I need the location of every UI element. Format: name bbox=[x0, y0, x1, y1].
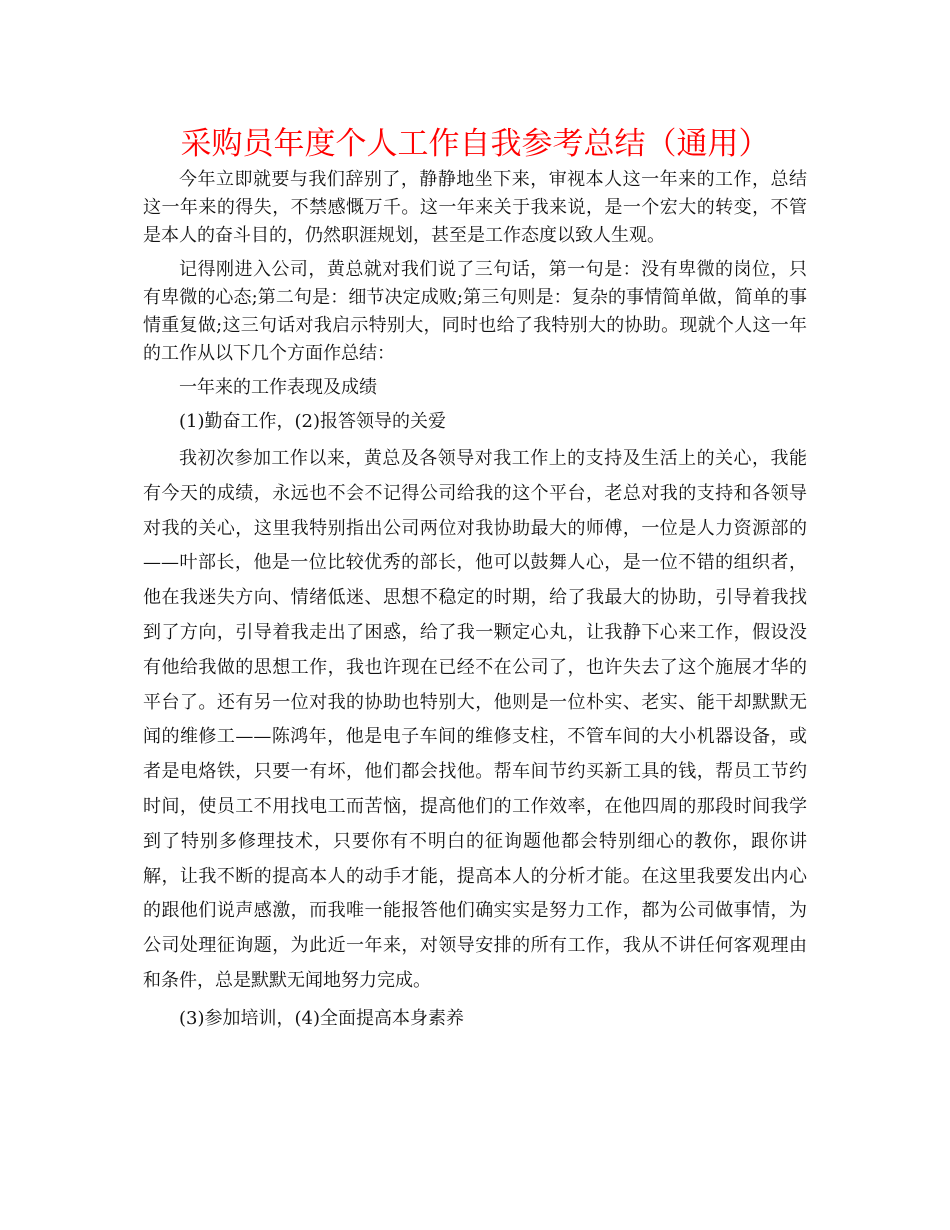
paragraph-intro: 今年立即就要与我们辞别了，静静地坐下来，审视本人这一年来的工作，总结这一年来的得失，不禁感慨万千。这一年来关于我来说，是一个宏大的转变，不管是本人的奋斗目的，仍然职涯规划，甚至是工作态度以致人生观。 bbox=[143, 169, 807, 246]
document-body bbox=[143, 166, 807, 1039]
subheading-diligent-work: (1)勤奋工作，(2)报答领导的关爱 bbox=[179, 411, 446, 432]
document-title: 采购员年度个人工作自我参考总结（通用） bbox=[180, 126, 770, 162]
section-heading-performance: 一年来的工作表现及成绩 bbox=[179, 377, 377, 398]
paragraph-three-sentences: 记得刚进入公司，黄总就对我们说了三句话，第一句是：没有卑微的岗位，只有卑微的心态;第二句是：细节决定成败;第三句则是：复杂的事情简单做，简单的事情重复做;这三句话对我启示特别大，同时也给了我特别大的协助。现就个人这一年的工作从以下几个方面作总结： bbox=[143, 259, 807, 364]
subheading-training: (3)参加培训，(4)全面提高本身素养 bbox=[179, 1007, 464, 1029]
paragraph-mentors: 我初次参加工作以来，黄总及各领导对我工作上的支持及生活上的关心，我能有今天的成绩，永远也不会不记得公司给我的这个平台，老总对我的支持和各领导对我的关心，这里我特别指出公司两位对我协助最大的师傅，一位是人力资源部的——叶部长，他是一位比较优秀的部长，他可以鼓舞人心，是一位不错的组织者，他在我迷失方向、情绪低迷、思想不稳定的时期，给了我最大的协助，引导着我找到了方向，引导着我走出了困惑，给了我一颗定心丸，让我静下心来工作，假设没有他给我做的思想工作，我也许现在已经不在公司了，也许失去了这个施展才华的平台了。还有另一位对我的协助也特别大，他则是一位朴实、老实、能干却默默无闻的维修工——陈鸿年，他是电子车间的维修支柱，不管车间的大小机器设备，或者是电烙铁，只要一有坏，他们都会找他。帮车间节约买新工具的钱，帮员工节约时间，使员工不用找电工而苦恼，提高他们的工作效率，在他四周的那段时间我学到了特别多修理技术，只要你有不明白的征询题他都会特别细心的教你，跟你讲解，让我不断的提高本人的动手才能，提高本人的分析才能。在这里我要发出内心的跟他们说声感激，而我唯一能报答他们确实实是努力工作，都为公司做事情，为公司处理征询题，为此近一年来，对领导安排的所有工作，我从不讲任何客观理由和条件，总是默默无闻地努力完成。 bbox=[143, 448, 807, 991]
